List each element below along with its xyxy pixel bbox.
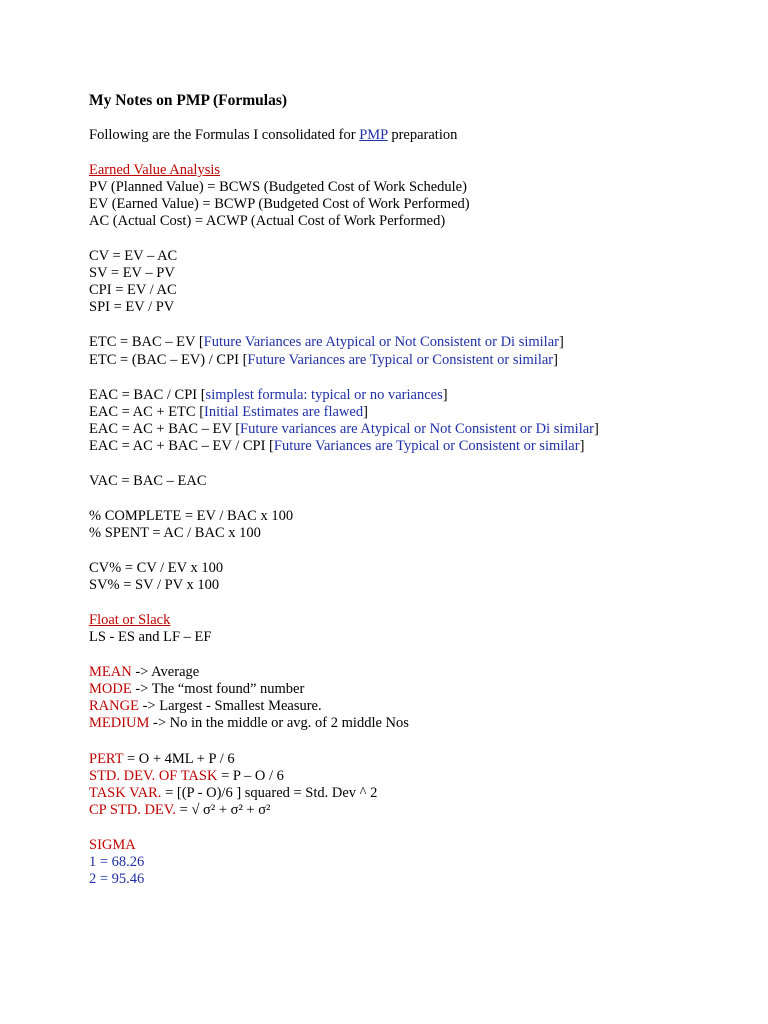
intro-line xyxy=(89,127,457,144)
vac-formula: VAC = BAC – EAC xyxy=(89,473,207,489)
intro-text-end: preparation xyxy=(387,127,458,143)
pert-term: CP STD. DEV. xyxy=(89,802,177,818)
formula-line: SV = EV – PV xyxy=(89,265,175,281)
percent-formula: % SPENT = AC / BAC x 100 xyxy=(89,525,261,541)
eac-formula xyxy=(89,387,448,404)
stat-desc: -> Largest - Smallest Measure. xyxy=(138,698,322,714)
sigma-value: 1 = 68.26 xyxy=(89,854,145,870)
stat-term: RANGE xyxy=(89,698,139,714)
etc-formula xyxy=(89,334,564,351)
page-title: My Notes on PMP (Formulas) xyxy=(89,92,288,109)
earned-value-heading: Earned Value Analysis xyxy=(89,162,221,178)
formula-text: EAC = AC + BAC – EV / CPI [ xyxy=(89,438,274,454)
stat-desc: -> No in the middle or avg. of 2 middle Nos xyxy=(149,715,409,731)
stat-term-line xyxy=(89,681,304,698)
percent-formula: % COMPLETE = EV / BAC x 100 xyxy=(89,508,294,524)
stat-term: MODE xyxy=(89,681,132,697)
formula-line: CPI = EV / AC xyxy=(89,282,177,298)
stat-term-line xyxy=(89,664,199,681)
stat-desc: -> Average xyxy=(131,664,200,680)
formula-note: Future variances are Atypical or Not Consistent or Di similar xyxy=(240,421,595,437)
bracket: ] xyxy=(553,352,558,368)
ev-definition: EV (Earned Value) = BCWP (Budgeted Cost of Work Performed) xyxy=(89,196,470,212)
formula-line: SPI = EV / PV xyxy=(89,299,175,315)
pert-desc: = √ σ² + σ² + σ² xyxy=(176,802,271,818)
ev-definition: PV (Planned Value) = BCWS (Budgeted Cost of Work Schedule) xyxy=(89,179,467,195)
float-formula: LS - ES and LF – EF xyxy=(89,629,212,645)
stat-term: MEDIUM xyxy=(89,715,150,731)
eac-formula xyxy=(89,404,368,421)
formula-text: ETC = (BAC – EV) / CPI [ xyxy=(89,352,248,368)
etc-formula xyxy=(89,352,558,369)
bracket: ] xyxy=(558,334,564,350)
pmp-link[interactable]: PMP xyxy=(359,127,388,143)
formula-note: Future Variances are Atypical or Not Consistent or Di similar xyxy=(203,334,559,350)
percent-variance-formula: SV% = SV / PV x 100 xyxy=(89,577,220,593)
intro-text: Following are the Formulas I consolidated for xyxy=(89,127,360,143)
eac-formula xyxy=(89,438,584,455)
bracket: ] xyxy=(363,404,368,420)
float-heading: Float or Slack xyxy=(89,612,171,628)
formula-note: simplest formula: typical or no variances xyxy=(205,387,443,403)
formula-line: CV = EV – AC xyxy=(89,248,178,264)
formula-note: Future Variances are Typical or Consistent or similar xyxy=(273,438,580,454)
stat-desc: -> The “most found” number xyxy=(131,681,305,697)
pert-line xyxy=(89,751,235,768)
pert-desc: = P – O / 6 xyxy=(217,768,284,784)
stat-term-line xyxy=(89,698,322,715)
pert-desc: = O + 4ML + P / 6 xyxy=(123,751,235,767)
eac-formula xyxy=(89,421,599,438)
stat-term-line xyxy=(89,715,409,732)
bracket: ] xyxy=(442,387,448,403)
pert-term: STD. DEV. OF TASK xyxy=(89,768,218,784)
formula-text: EAC = BAC / CPI [ xyxy=(89,387,206,403)
bracket: ] xyxy=(579,438,585,454)
formula-text: EAC = AC + ETC [ xyxy=(89,404,205,420)
bracket: ] xyxy=(594,421,599,437)
ev-definition: AC (Actual Cost) = ACWP (Actual Cost of Work Performed) xyxy=(89,213,446,229)
formula-text: EAC = AC + BAC – EV [ xyxy=(89,421,241,437)
pert-line xyxy=(89,785,377,802)
pert-term: PERT xyxy=(89,751,124,767)
pert-line xyxy=(89,802,270,819)
formula-note: Initial Estimates are flawed xyxy=(204,404,364,420)
formula-note: Future Variances are Typical or Consistent or similar xyxy=(247,352,554,368)
pert-desc: = [(P - O)/6 ] squared = Std. Dev ^ 2 xyxy=(161,785,378,801)
pert-term: TASK VAR. xyxy=(89,785,162,801)
sigma-value: 2 = 95.46 xyxy=(89,871,145,887)
formula-text: ETC = BAC – EV [ xyxy=(89,334,204,350)
percent-variance-formula: CV% = CV / EV x 100 xyxy=(89,560,224,576)
pert-line xyxy=(89,768,284,785)
stat-term: MEAN xyxy=(89,664,132,680)
sigma-heading: SIGMA xyxy=(89,837,136,853)
